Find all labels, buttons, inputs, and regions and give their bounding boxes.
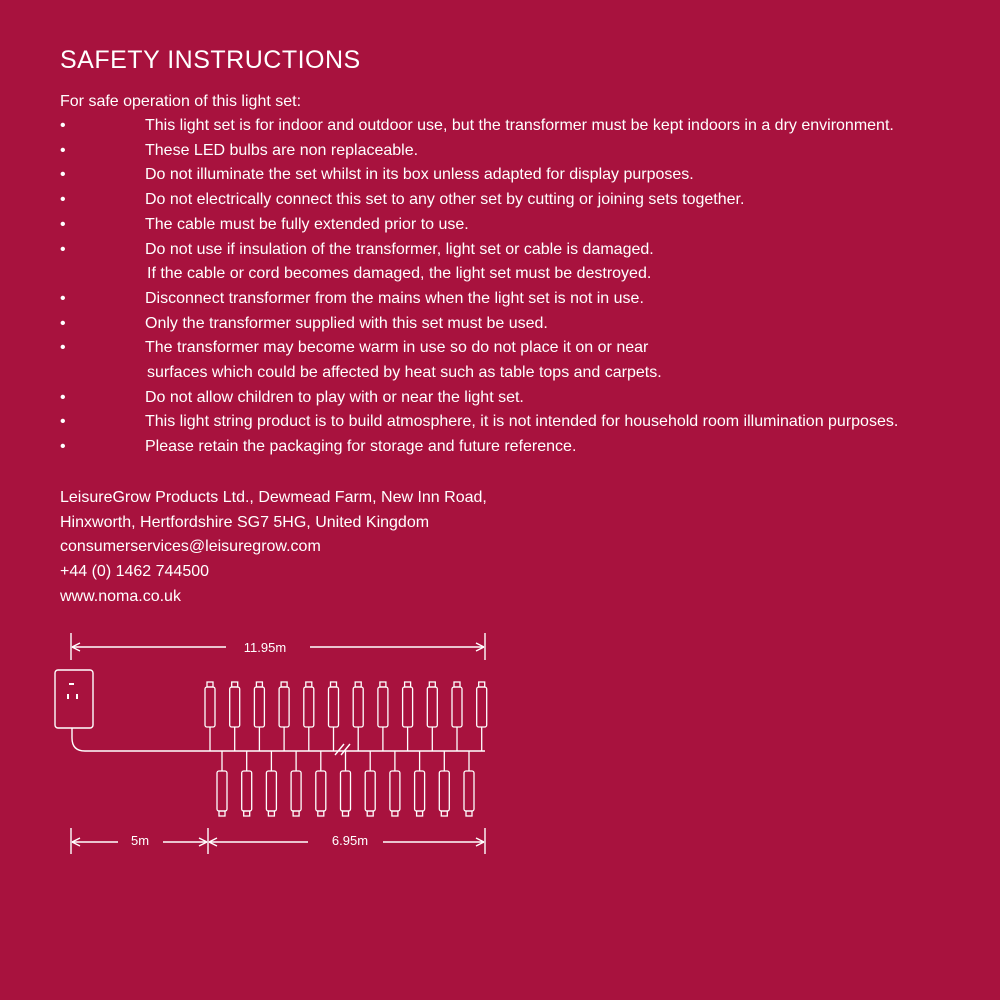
bullet-icon: • xyxy=(60,166,66,184)
led-bulb-icon xyxy=(230,682,240,751)
led-bulb-icon xyxy=(464,751,474,816)
instruction-item xyxy=(60,188,898,213)
led-bulb-icon xyxy=(316,751,326,816)
instruction-text: Please retain the packaging for storage and future reference. xyxy=(145,438,577,456)
instruction-text: Do not electrically connect this set to any other set by cutting or joining sets together. xyxy=(145,191,745,209)
led-bulb-icon xyxy=(353,682,363,751)
led-bulb-icon xyxy=(427,682,437,751)
instruction-text: This light set is for indoor and outdoor use, but the transformer must be kept indoors in a dry environment. xyxy=(145,117,894,134)
bullet-icon: • xyxy=(60,413,66,431)
total-length-label: 11.95m xyxy=(243,640,287,655)
email-address: consumerservices@leisuregrow.com xyxy=(60,538,321,556)
instruction-text: surfaces which could be affected by heat such as table tops and carpets. xyxy=(147,364,662,382)
led-bulb-icon xyxy=(329,682,339,751)
bullet-icon: • xyxy=(60,215,66,233)
bullet-icon: • xyxy=(60,438,66,456)
instruction-text: If the cable or cord becomes damaged, the light set must be destroyed. xyxy=(147,265,652,283)
led-bulb-icon xyxy=(378,682,388,751)
bullet-icon: • xyxy=(60,191,66,209)
instruction-item xyxy=(60,163,898,188)
led-bulb-icon xyxy=(279,682,289,751)
led-bulb-icon xyxy=(291,751,301,816)
bullet-icon: • xyxy=(60,117,66,134)
instruction-text: This light string product is to build atmosphere, it is not intended for household room illumination purposes. xyxy=(145,413,899,431)
instruction-item xyxy=(60,410,898,435)
instruction-text: Do not illuminate the set whilst in its box unless adapted for display purposes. xyxy=(145,166,694,184)
led-bulb-icon xyxy=(341,751,351,816)
led-bulb-icon xyxy=(254,682,264,751)
instruction-item xyxy=(60,336,898,385)
led-bulb-icon xyxy=(304,682,314,751)
intro-text: For safe operation of this light set: xyxy=(60,93,302,110)
instruction-item xyxy=(60,287,898,312)
led-bulb-icon xyxy=(477,682,487,751)
address-line-1: LeisureGrow Products Ltd., Dewmead Farm, New Inn Road, xyxy=(60,489,487,506)
website-url: www.noma.co.uk xyxy=(60,587,181,605)
lead-length-label: 5m xyxy=(130,833,150,848)
bullet-icon: • xyxy=(60,240,66,258)
instruction-item xyxy=(60,213,898,238)
instruction-text: These LED bulbs are non replaceable. xyxy=(145,141,419,159)
instruction-item xyxy=(60,139,898,164)
safety-instructions-list xyxy=(60,114,898,460)
bullet-icon: • xyxy=(60,339,66,357)
led-bulb-icon xyxy=(403,682,413,751)
address-line-2: Hinxworth, Hertfordshire SG7 5HG, United Kingdom xyxy=(60,513,430,531)
instruction-text: The cable must be fully extended prior to use. xyxy=(145,215,469,233)
bullet-icon: • xyxy=(60,314,66,332)
transformer-plug-icon xyxy=(55,670,93,728)
light-set-dimension-diagram xyxy=(0,620,1000,870)
led-bulb-icon xyxy=(390,751,400,816)
led-bulb-icon xyxy=(365,751,375,816)
instruction-text: Only the transformer supplied with this set must be used. xyxy=(145,314,548,332)
instruction-text: Do not allow children to play with or near the light set. xyxy=(145,388,524,406)
phone-number: +44 (0) 1462 744500 xyxy=(60,563,210,581)
led-bulb-icon xyxy=(439,751,449,816)
instruction-text: The transformer may become warm in use so do not place it on or near xyxy=(145,339,649,357)
bullet-icon: • xyxy=(60,289,66,307)
bullet-icon: • xyxy=(60,141,66,159)
page-title: SAFETY INSTRUCTIONS xyxy=(60,46,361,74)
led-bulb-icon xyxy=(205,682,215,751)
instruction-item xyxy=(60,386,898,411)
instruction-item xyxy=(60,435,898,460)
instruction-item xyxy=(60,312,898,337)
bullet-icon: • xyxy=(60,388,66,406)
company-address xyxy=(60,486,487,610)
led-bulb-icon xyxy=(266,751,276,816)
instruction-item xyxy=(60,114,898,139)
led-bulb-icon xyxy=(242,751,252,816)
led-bulb-icon xyxy=(415,751,425,816)
instruction-item xyxy=(60,238,898,287)
led-bulb-icon xyxy=(452,682,462,751)
lit-length-label: 6.95m xyxy=(331,833,369,848)
instruction-text: Disconnect transformer from the mains when the light set is not in use. xyxy=(145,289,644,307)
led-bulb-icon xyxy=(217,751,227,816)
instruction-text: Do not use if insulation of the transformer, light set or cable is damaged. xyxy=(145,240,654,258)
